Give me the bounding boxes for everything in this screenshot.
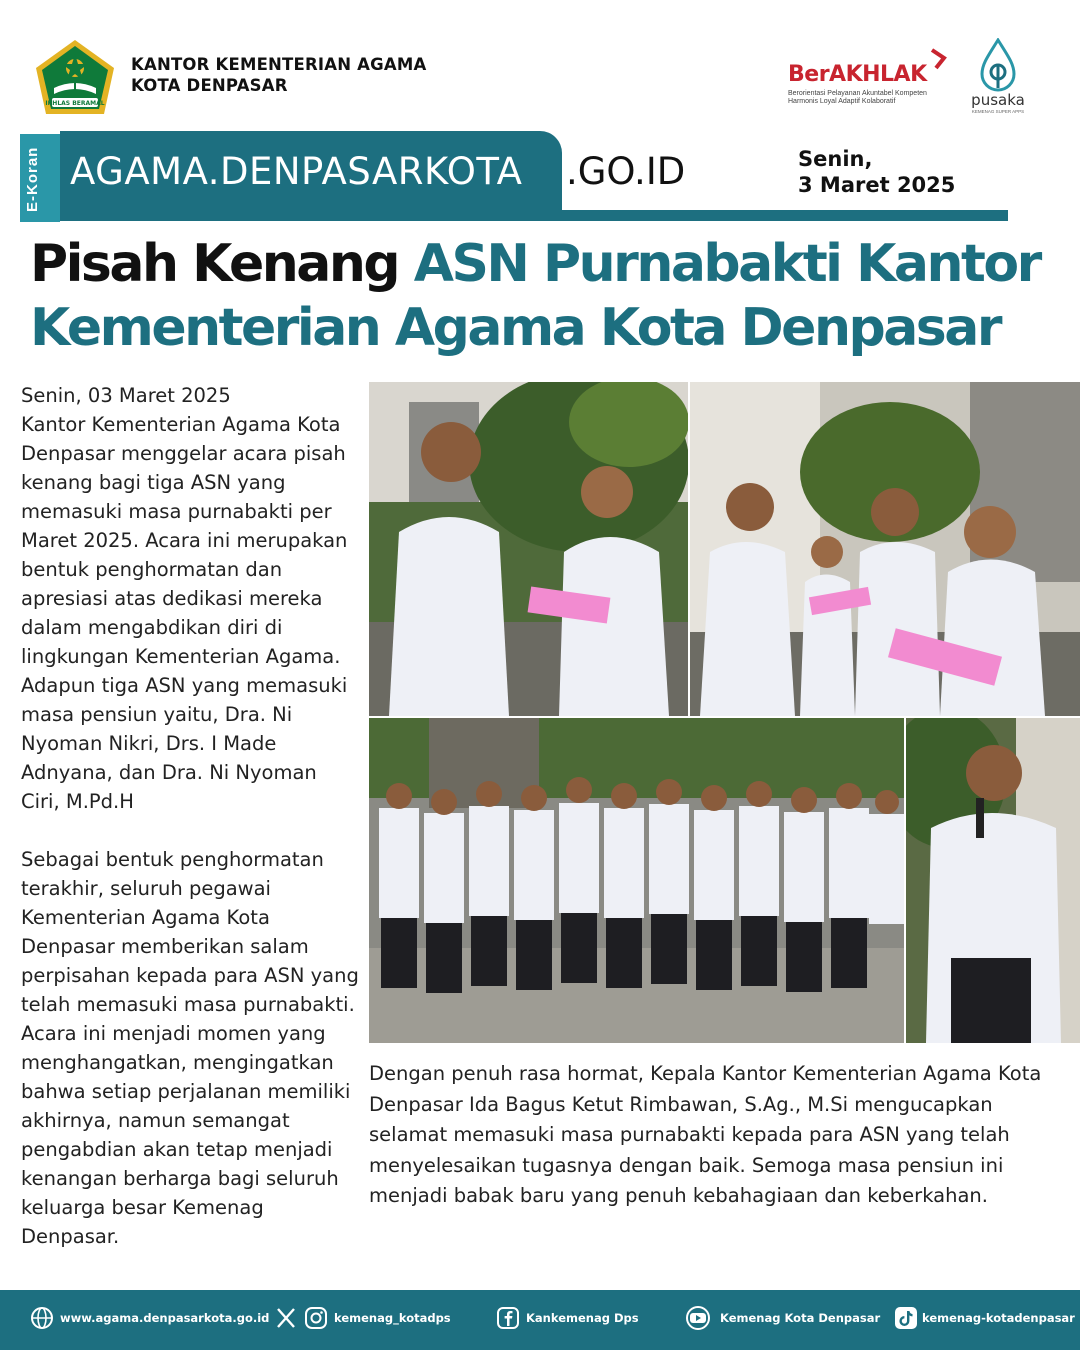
headline (30, 232, 1060, 360)
footer-instagram-text: kemenag_kotadps (334, 1311, 451, 1325)
masthead-full-date: 3 Maret 2025 (798, 173, 956, 197)
footer-x-instagram[interactable] (274, 1303, 451, 1333)
footer-facebook[interactable] (496, 1303, 639, 1333)
pusaka-drop-icon (978, 38, 1018, 92)
masthead-suffix: .GO.ID (566, 150, 686, 193)
masthead-day: Senin, (798, 147, 873, 171)
headline-part-2: ASN Purnabakti Kantor (413, 234, 1040, 294)
article-paragraph-3: Dengan penuh rasa hormat, Kepala Kantor Kementerian Agama Kota Denpasar Ida Bagus Ketut Rimbawan, S.Ag., M.Si mengucapkan selamat memasuki masa purnabakti kepada para ASN yang telah menyelesaikan tugasnya dengan baik. Semoga masa pensiun ini menjadi babak baru yang penuh kebahagiaan dan keberkahan. (369, 1062, 1042, 1207)
berakhlak-word: BerAKHLAK (788, 62, 927, 87)
footer-tiktok-text: kemenag-kotadenpasar (922, 1311, 1075, 1325)
photo-handover-2 (690, 382, 1080, 716)
svg-text:IKHLAS BERAMAL: IKHLAS BERAMAL (45, 100, 105, 107)
headline-part-1: Pisah Kenang (30, 234, 399, 294)
berakhlak-chevron-icon (928, 48, 950, 70)
footer-website-text: www.agama.denpasarkota.go.id (60, 1311, 270, 1325)
globe-icon (30, 1306, 54, 1330)
footer-website[interactable] (30, 1303, 269, 1333)
berakhlak-logo (786, 48, 952, 108)
masthead-site: AGAMA.DENPASARKOTA (70, 150, 523, 193)
youtube-icon (684, 1306, 708, 1330)
ekoran-label: E-Koran (24, 146, 41, 212)
article-paragraph-1: Kantor Kementerian Agama Kota Denpasar menggelar acara pisah kenang bagi tiga ASN yang memasuki masa purnabakti per Maret 2025. Acara ini merupakan bentuk penghormatan dan apresiasi atas dedikasi mereka dalam mengabdikan diri di lingkungan Kementerian Agama. Adapun tiga ASN yang memasuki masa pensiun yaitu, Dra. Ni Nyoman Nikri, Drs. I Made Adnyana, dan Dra. Ni Nyoman Ciri, M.Pd.H (21, 413, 348, 813)
photo-group-farewell (369, 718, 904, 1043)
article-dateline: Senin, 03 Maret 2025 (21, 384, 231, 407)
organization-name (131, 54, 426, 96)
tiktok-icon (894, 1306, 918, 1330)
instagram-icon (304, 1306, 328, 1330)
org-line-2: KOTA DENPASAR (131, 76, 288, 95)
pusaka-logo (962, 38, 1034, 116)
kemenag-logo (32, 38, 118, 120)
pusaka-name: pusaka (971, 91, 1025, 109)
footer-youtube-text: Kemenag Kota Denpasar (720, 1311, 881, 1325)
photo-speech (906, 718, 1080, 1043)
footer-facebook-text: Kankemenag Dps (526, 1311, 639, 1325)
footer-youtube[interactable] (684, 1303, 880, 1333)
org-line-1: KANTOR KEMENTERIAN AGAMA (131, 55, 427, 74)
article-left-column (21, 381, 361, 1251)
masthead-rule (60, 210, 1008, 221)
berakhlak-tagline: Berorientasi Pelayanan Akuntabel Kompeten Harmonis Loyal Adaptif Kolaboratif (788, 90, 927, 105)
masthead-date (798, 146, 955, 198)
x-icon (274, 1306, 298, 1330)
pusaka-tagline: KEMENAG SUPER APPS (971, 109, 1025, 114)
facebook-icon (496, 1306, 520, 1330)
photo-handover-1 (369, 382, 688, 716)
footer-tiktok[interactable] (894, 1303, 1075, 1333)
headline-line-2: Kementerian Agama Kota Denpasar (30, 298, 1000, 358)
article-paragraph-2: Sebagai bentuk penghormatan terakhir, seluruh pegawai Kementerian Agama Kota Denpasar memberikan salam perpisahan kepada para ASN yang telah memasuki masa purnabakti. Acara ini menjadi momen yang menghangatkan, mengingatkan bahwa setiap perjalanan memiliki akhirnya, namun semangat pengabdian akan tetap menjadi kenangan berharga bagi seluruh keluarga besar Kemenag Denpasar. (21, 848, 359, 1248)
